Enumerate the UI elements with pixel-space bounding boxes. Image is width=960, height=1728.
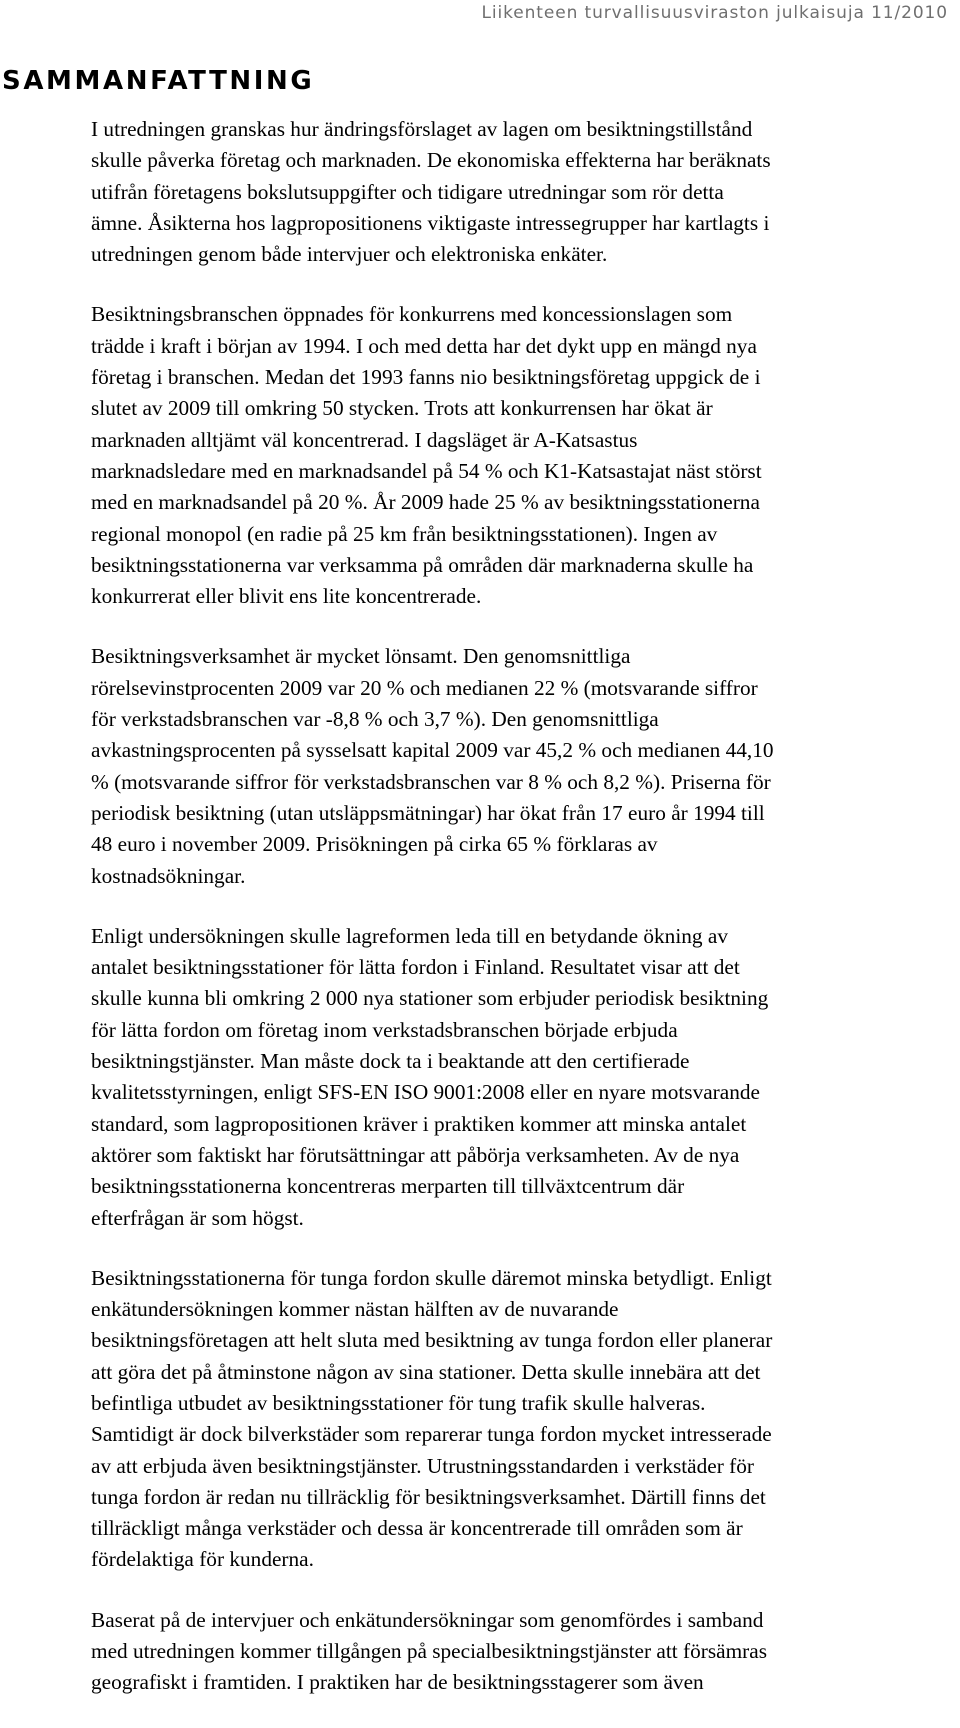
paragraph-method: I utredningen granskas hur ändringsförslaget av lagen om besiktningstillstånd skulle påverka företag och marknaden. De ekonomiska effekterna har beräknats utifrån företagens bokslutsuppgifter och tidigare utredningar som rör detta ämne. Åsikterna hos lagpropositionens viktigaste intressegrupper har kartlagts i utredningen genom både intervjuer och elektroniska enkäter. [91, 117, 771, 267]
section-title: SAMMANFATTNING [2, 66, 315, 96]
paragraph-light-vehicle-stations: Enligt undersökningen skulle lagreformen leda till en betydande ökning av antalet besiktningsstationer för lätta fordon i Finland. Resultatet visar att det skulle kunna bli omkring 2 000 nya stationer som erbjuder periodisk besiktning för lätta fordon om företag inom verkstadsbranschen började erbjuda besiktningstjänster. Man måste dock ta i beaktande att den certifierade kvalitetsstyrningen, enligt SFS-EN ISO 9001:2008 eller en nyare motsvarande standard, som lagpropositionen kräver i praktiken kommer att minska antalet aktörer som faktiskt har förutsättningar att påbörja verksamheten. Av de nya besiktningsstationerna koncentreras merparten till tillväxtcentrum där efterfrågan är som högst. [91, 923, 769, 1230]
body-text [91, 114, 951, 1728]
paragraph-market-competition: Besiktningsbranschen öppnades för konkurrens med koncessionslagen som trädde i kraft i början av 1994. I och med detta har det dykt upp en mängd nya företag i branschen. Medan det 1993 fanns nio besiktningsföretag uppgick de i slutet av 2009 till omkring 50 stycken. Trots att konkurrensen har ökat är marknaden alltjämt väl koncentrerad. I dagsläget är A-Katsastus marknadsledare med en marknadsandel på 54 % och K1-Katsastajat näst störst med en marknadsandel på 20 %. År 2009 hade 25 % av besiktningsstationerna regional monopol (en radie på 25 km från besiktningsstationen). Ingen av besiktningsstationerna var verksamma på områden där marknaderna skulle ha konkurrerat eller blivit ens lite koncentrerade. [91, 302, 762, 609]
running-header: Liikenteen turvallisuusviraston julkaisuja 11/2010 [481, 3, 948, 23]
paragraph-heavy-vehicle-stations: Besiktningsstationerna för tunga fordon skulle däremot minska betydligt. Enligt enkätundersökningen kommer nästan hälften av de nuvarande besiktningsföretagen att helt sluta med besiktning av tunga fordon eller planerar att göra det på åtminstone någon av sina stationer. Detta skulle innebära att det befintliga utbudet av besiktningsstationer för tung trafik skulle halveras. Samtidigt är dock bilverkstäder som reparerar tunga fordon mycket intresserade av att erbjuda även besiktningstjänster. Utrustningsstandarden i verkstäder för tunga fordon är redan nu tillräcklig för besiktningsverksamhet. Därtill finns det tillräckligt många verkstäder och dessa är koncentrerade till områden som är fördelaktiga för kunderna. [91, 1265, 773, 1572]
paragraph-profitability: Besiktningsverksamhet är mycket lönsamt. Den genomsnittliga rörelsevinstprocenten 2009 var 20 % och medianen 22 % (motsvarande siffror för verkstadsbranschen var -8,8 % och 3,7 %). Den genomsnittliga avkastningsprocenten på sysselsatt kapital 2009 var 45,2 % och medianen 44,10 % (motsvarande siffror för verkstadsbranschen var 8 % och 8,2 %). Priserna för periodisk besiktning (utan utsläppsmätningar) har ökat från 17 euro år 1994 till 48 euro i november 2009. Prisökningen på cirka 65 % förklaras av kostnadsökningar. [91, 644, 774, 888]
paragraph-special-inspections: Baserat på de intervjuer och enkätundersökningar som genomfördes i samband med utredningen kommer tillgången på specialbesiktningstjänster att försämras geografiskt i framtiden. I praktiken har de besiktningsstagerer som även [91, 1607, 767, 1695]
